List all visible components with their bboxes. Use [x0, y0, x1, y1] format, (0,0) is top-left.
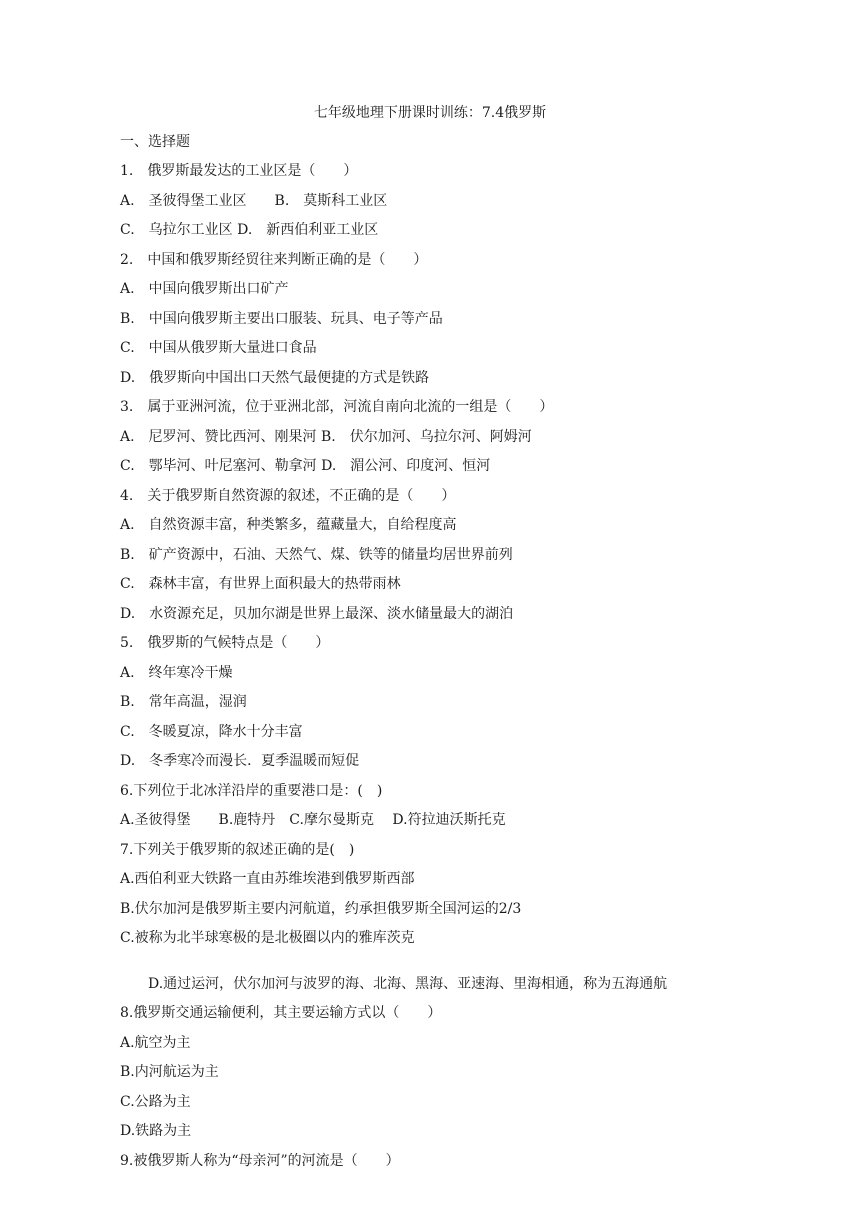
question-5-option-a: A. 终年寒冷干燥 [120, 664, 233, 681]
question-8-option-d: D.铁路为主 [120, 1123, 192, 1139]
section-heading: 一、选择题 [120, 134, 190, 150]
question-3-stem: 3. 属于亚洲河流，位于亚洲北部，河流自南向北流的一组是（ ） [120, 399, 554, 415]
question-8-option-c: C.公路为主 [120, 1093, 191, 1110]
question-5-option-c: C. 冬暖夏凉，降水十分丰富 [120, 723, 303, 740]
question-4-stem: 4. 关于俄罗斯自然资源的叙述，不正确的是（ ） [120, 487, 456, 504]
question-8-option-a: A.航空为主 [120, 1034, 191, 1051]
question-7-stem: 7.下列关于俄罗斯的叙述正确的是( ) [120, 841, 355, 858]
question-3-options-ab: A. 尼罗河、赞比西河、刚果河 B. 伏尔加河、乌拉尔河、阿姆河 [120, 428, 532, 445]
question-2-option-b: B. 中国向俄罗斯主要出口服装、玩具、电子等产品 [120, 310, 443, 327]
question-4-option-b: B. 矿产资源中，石油、天然气、煤、铁等的储量均居世界前列 [120, 546, 513, 563]
question-7-option-a: A.西伯利亚大铁路一直由苏维埃港到俄罗斯西部 [120, 871, 415, 887]
question-5-stem: 5. 俄罗斯的气候特点是（ ） [120, 635, 330, 651]
question-2-stem: 2. 中国和俄罗斯经贸往来判断正确的是（ ） [120, 251, 428, 268]
question-7-option-b: B.伏尔加河是俄罗斯主要内河航道，约承担俄罗斯全国河运的2/3 [120, 900, 522, 917]
question-4-option-c: C. 森林丰富，有世界上面积最大的热带雨林 [120, 576, 401, 592]
question-5-option-d: D. 冬季寒冷而漫长．夏季温暖而短促 [120, 753, 360, 769]
page-title: 七年级地理下册课时训练：7.4俄罗斯 [313, 105, 547, 121]
question-7-option-d: D.通过运河，伏尔加河与波罗的海、北海、黑海、亚速海、里海相通，称为五海通航 [148, 975, 668, 992]
question-8-option-b: B.内河航运为主 [120, 1064, 219, 1080]
question-5-option-b: B. 常年高温，湿润 [120, 694, 247, 710]
question-1-stem: 1. 俄罗斯最发达的工业区是（ ） [120, 163, 358, 179]
question-6-stem: 6.下列位于北冰洋沿岸的重要港口是：( ) [120, 782, 383, 799]
question-8-stem: 8.俄罗斯交通运输便利，其主要运输方式以（ ） [120, 1005, 442, 1021]
question-list [120, 161, 740, 1180]
question-2-option-a: A. 中国向俄罗斯出口矿产 [120, 281, 289, 297]
question-2-option-c: C. 中国从俄罗斯大量进口食品 [120, 340, 317, 356]
question-4-option-d: D. 水资源充足，贝加尔湖是世界上最深、淡水储量最大的湖泊 [120, 605, 514, 622]
question-1-options-cd: C. 乌拉尔工业区 D. 新西伯利亚工业区 [120, 222, 379, 238]
question-3-options-cd: C. 鄂毕河、叶尼塞河、勒拿河 D. 湄公河、印度河、恒河 [120, 458, 491, 474]
question-2-option-d: D. 俄罗斯向中国出口天然气最便捷的方式是铁路 [120, 369, 430, 386]
question-4-option-a: A. 自然资源丰富，种类繁多，蕴藏量大，自给程度高 [120, 517, 457, 533]
question-6-options: A.圣彼得堡 B.鹿特丹 C.摩尔曼斯克 D.符拉迪沃斯托克 [120, 812, 506, 828]
question-1-options-ab: A. 圣彼得堡工业区 B. 莫斯科工业区 [120, 192, 388, 209]
question-9-stem: 9.被俄罗斯人称为“母亲河”的河流是（ ） [120, 1152, 400, 1169]
question-7-option-c: C.被称为北半球寒极的是北极圈以内的雅库茨克 [120, 930, 415, 946]
